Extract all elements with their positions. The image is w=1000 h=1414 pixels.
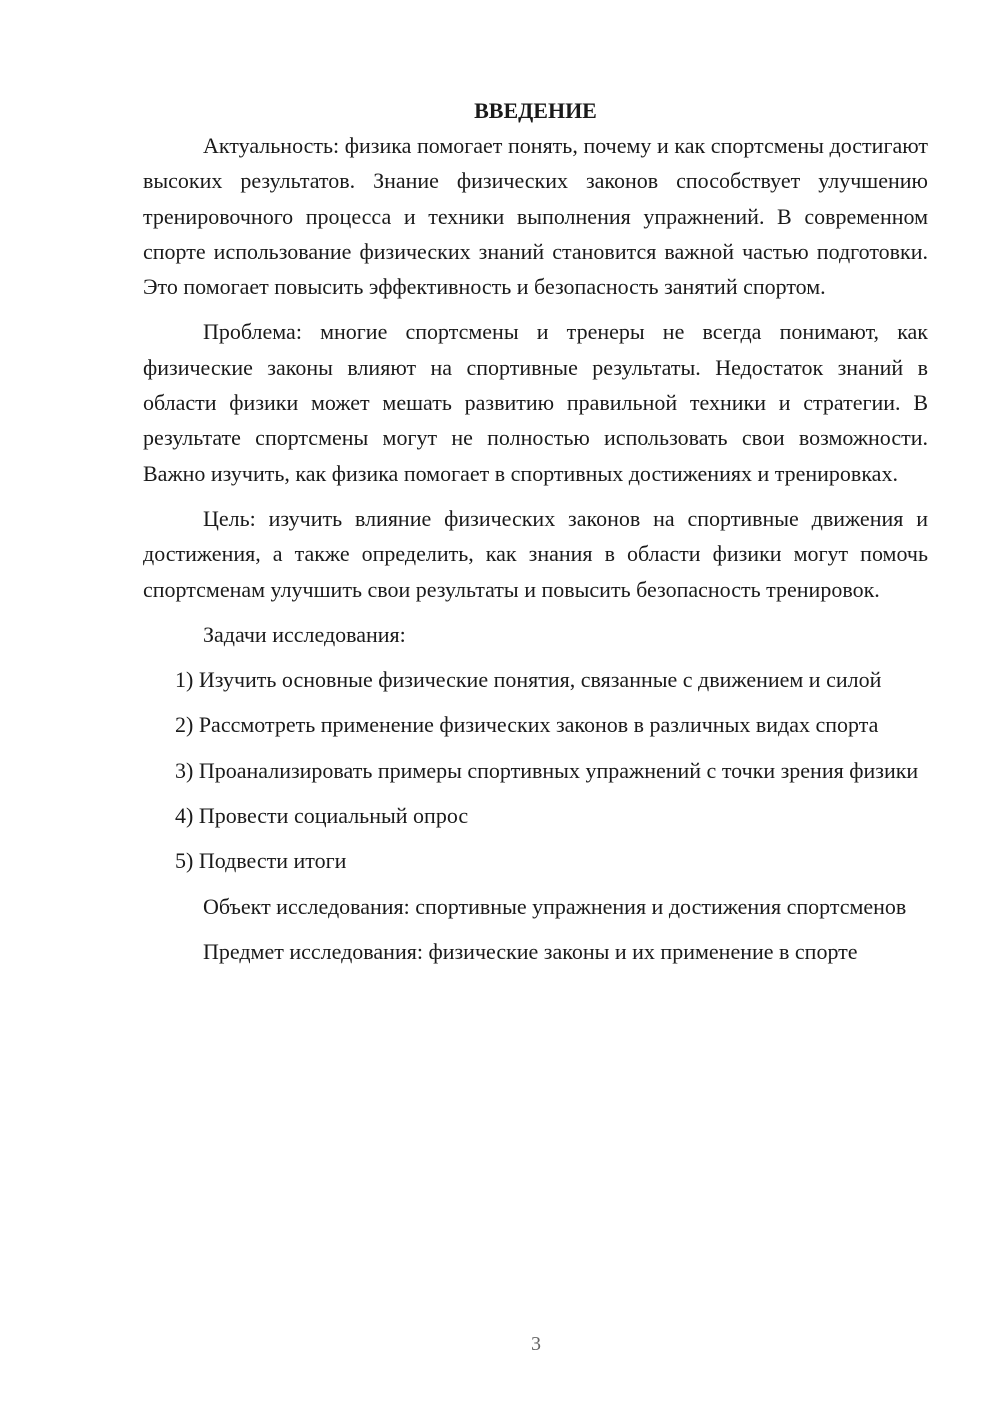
tasks-heading: Задачи исследования: <box>203 621 406 647</box>
relevance-paragraph: Актуальность: физика помогает понять, почему и как спортсмены достигают высоких результатов. Знание физических законов способствует улучшению тренировочного процесса и техники выполнения упражнений. В современном спорте использование физических знаний становится важной частью подготовки. Это помогает повысить эффективность и безопасность занятий спортом. <box>143 133 928 300</box>
task-item-3: 3) Проанализировать примеры спортивных упражнений с точки зрения физики <box>175 757 919 783</box>
object-paragraph: Объект исследования: спортивные упражнения и достижения спортсменов <box>203 893 907 919</box>
goal-paragraph: Цель: изучить влияние физических законов на спортивные движения и достижения, а также определить, как знания в области физики могут помочь спортсменам улучшить свои результаты и повысить безопасность тренировок. <box>143 505 928 602</box>
task-item-1: 1) Изучить основные физические понятия, связанные с движением и силой <box>175 667 882 693</box>
page-content <box>143 93 928 969</box>
subject-paragraph: Предмет исследования: физические законы и их применение в спорте <box>203 938 858 964</box>
task-item-5: 5) Подвести итоги <box>175 848 347 874</box>
problem-paragraph: Проблема: многие спортсмены и тренеры не всегда понимают, как физические законы влияют на спортивные результаты. Недостаток знаний в области физики может мешать развитию правильной техники и стратегии. В результате спортсмены могут не полностью использовать свои возможности. Важно изучить, как физика помогает в спортивных достижениях и тренировках. <box>143 319 928 486</box>
section-title: ВВЕДЕНИЕ <box>474 98 597 123</box>
task-item-2: 2) Рассмотреть применение физических законов в различных видах спорта <box>175 712 879 738</box>
page-number: 3 <box>531 1333 541 1355</box>
task-item-4: 4) Провести социальный опрос <box>175 803 469 829</box>
